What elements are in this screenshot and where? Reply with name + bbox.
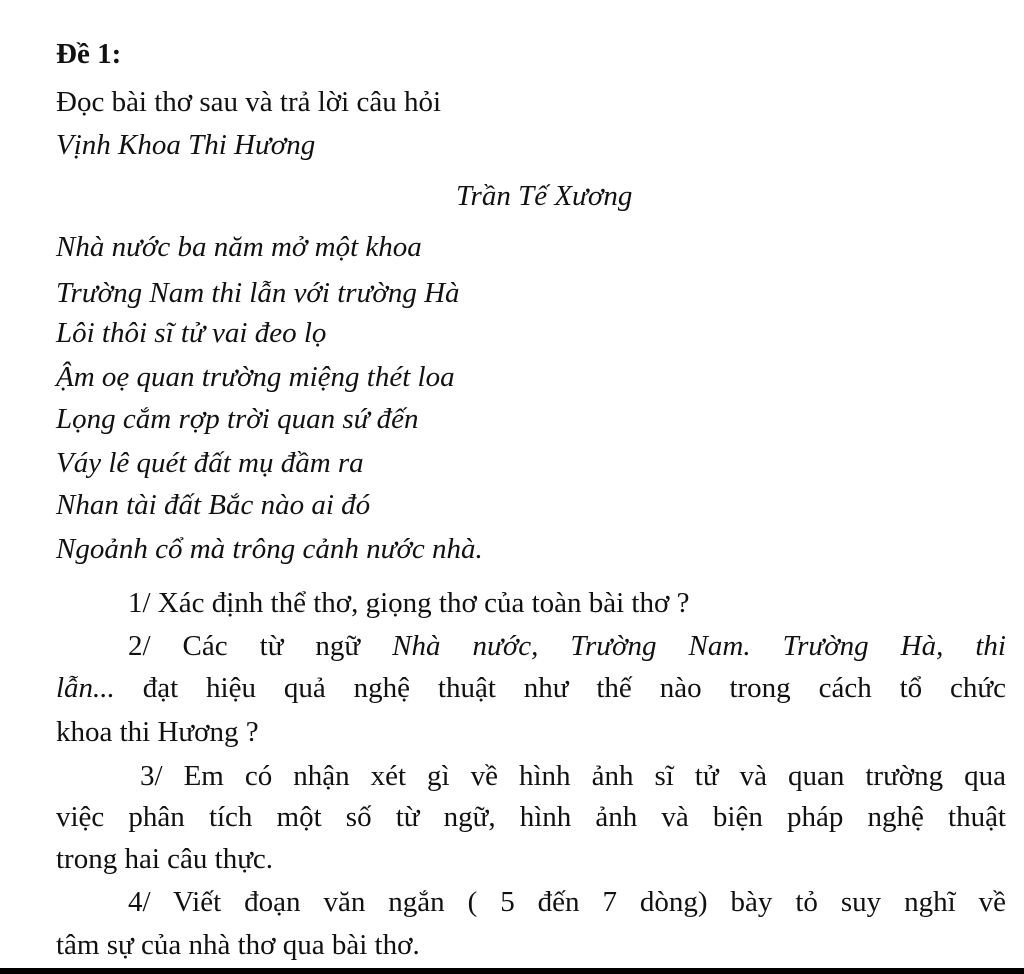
question-2-line-1 <box>128 628 1006 664</box>
bottom-border <box>0 968 1024 974</box>
poem-line: Lôi thôi sĩ tử vai đeo lọ <box>56 317 327 349</box>
question-2-lead: 2/ Các từ ngữ <box>128 630 393 662</box>
exam-heading: Đề 1: <box>56 38 122 70</box>
question-2-words: Nhà nước, Trường Nam. Trường Hà, thi <box>392 630 1006 662</box>
question-2-line-3: khoa thi Hương ? <box>56 716 259 748</box>
poem-line: Lọng cắm rợp trời quan sứ đến <box>56 403 419 435</box>
poem-line: Ậm oẹ quan trường miệng thét loa <box>56 361 455 393</box>
question-4-line-1: 4/ Viết đoạn văn ngắn ( 5 đến 7 dòng) bày tỏ suy nghĩ về <box>128 886 1006 918</box>
question-2-line-2 <box>56 670 1006 706</box>
question-3-line-1: 3/ Em có nhận xét gì về hình ảnh sĩ tử và quan trường qua <box>140 760 1006 792</box>
instruction: Đọc bài thơ sau và trả lời câu hỏi <box>56 86 442 118</box>
poem-title: Vịnh Khoa Thi Hương <box>56 129 316 161</box>
poem-line: Nhan tài đất Bắc nào ai đó <box>56 489 371 521</box>
poem-author: Trần Tế Xương <box>456 180 633 212</box>
question-3-line-2: việc phân tích một số từ ngữ, hình ảnh và biện pháp nghệ thuật <box>56 801 1006 833</box>
question-4-line-2: tâm sự của nhà thơ qua bài thơ. <box>56 929 420 961</box>
question-1: 1/ Xác định thể thơ, giọng thơ của toàn bài thơ ? <box>128 587 690 619</box>
question-2-rest: đạt hiệu quả nghệ thuật như thế nào trong cách tổ chức <box>114 672 1006 704</box>
poem-line: Ngoảnh cổ mà trông cảnh nước nhà. <box>56 533 483 565</box>
question-2-words-cont: lẫn... <box>56 672 115 704</box>
question-3-line-3: trong hai câu thực. <box>56 843 274 875</box>
poem-line: Trường Nam thi lẫn với trường Hà <box>56 277 460 309</box>
poem-line: Nhà nước ba năm mở một khoa <box>56 231 422 263</box>
poem-line: Váy lê quét đất mụ đầm ra <box>56 447 364 479</box>
